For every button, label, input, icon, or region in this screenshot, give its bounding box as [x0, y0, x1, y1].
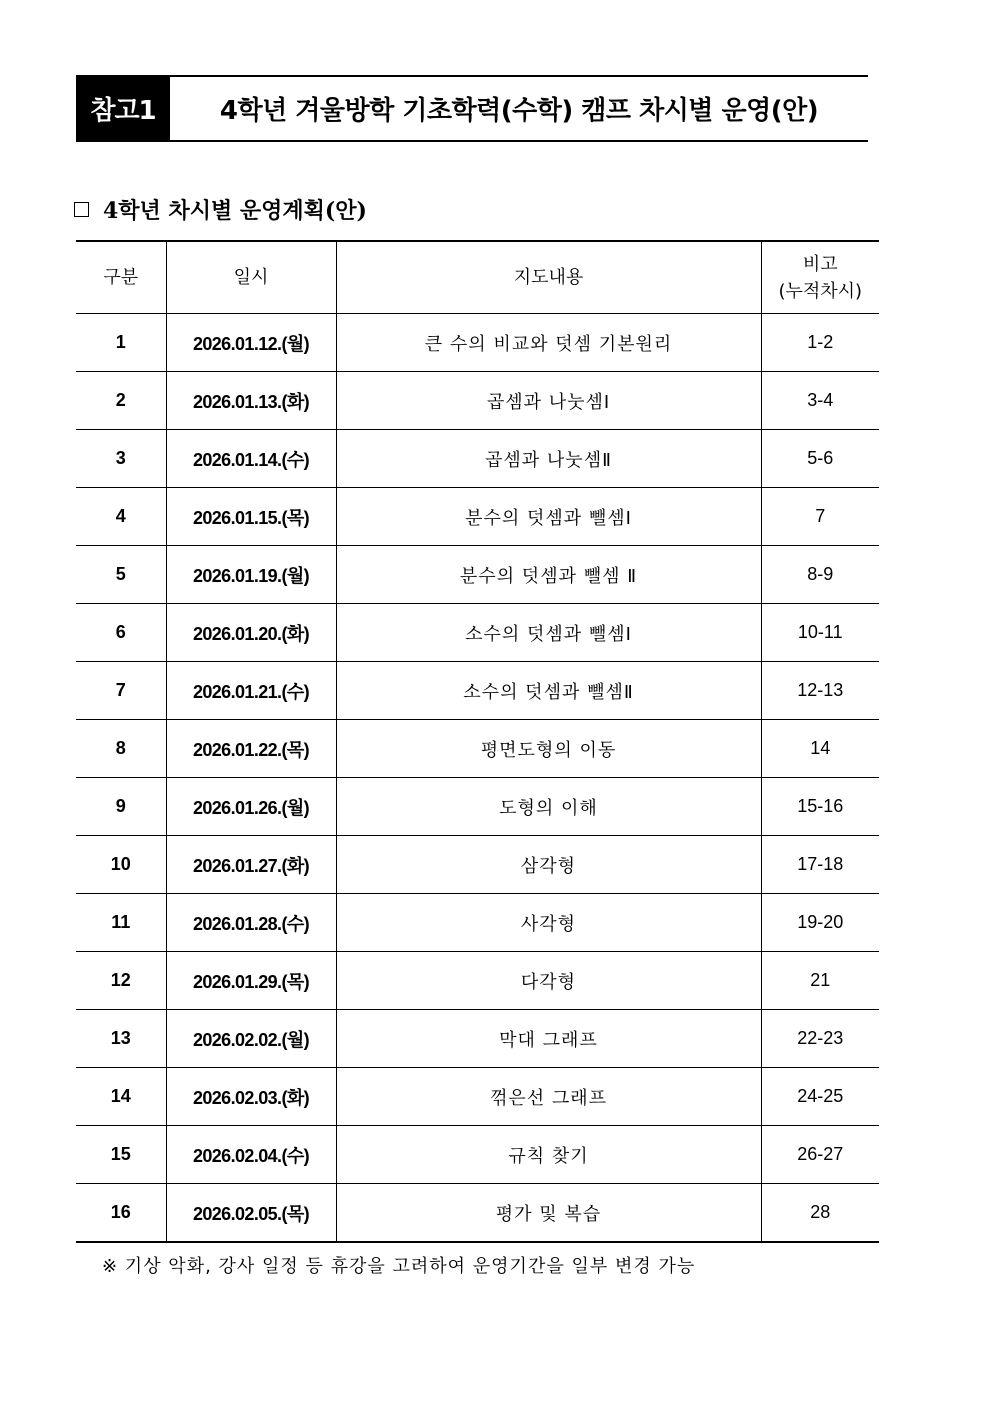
table-row [76, 662, 879, 720]
column-header-content: 지도내용 [336, 241, 761, 314]
cell-no: 13 [76, 1010, 166, 1068]
cell-date: 2026.01.28.(수) [166, 894, 336, 952]
cell-note: 3-4 [761, 372, 879, 430]
table-row [76, 372, 879, 430]
cell-no: 12 [76, 952, 166, 1010]
cell-no: 14 [76, 1068, 166, 1126]
footnote: ※ 기상 악화, 강사 일정 등 휴강을 고려하여 운영기간을 일부 변경 가능 [102, 1256, 696, 1277]
cell-no: 9 [76, 778, 166, 836]
cell-note: 10-11 [761, 604, 879, 662]
cell-content: 평가 및 복습 [336, 1184, 761, 1243]
cell-date: 2026.01.12.(월) [166, 314, 336, 372]
cell-no: 2 [76, 372, 166, 430]
cell-note: 14 [761, 720, 879, 778]
cell-note: 1-2 [761, 314, 879, 372]
cell-date: 2026.01.15.(목) [166, 488, 336, 546]
cell-content: 삼각형 [336, 836, 761, 894]
column-header-note [761, 241, 879, 314]
cell-no: 16 [76, 1184, 166, 1243]
cell-content: 꺾은선 그래프 [336, 1068, 761, 1126]
cell-note: 15-16 [761, 778, 879, 836]
cell-content: 분수의 덧셈과 뺄셈Ⅰ [336, 488, 761, 546]
table-header-row [76, 241, 879, 314]
cell-content: 소수의 덧셈과 뺄셈Ⅱ [336, 662, 761, 720]
document-title: 4학년 겨울방학 기초학력(수학) 캠프 차시별 운영(안) [219, 96, 819, 126]
cell-no: 7 [76, 662, 166, 720]
cell-content: 큰 수의 비교와 덧셈 기본원리 [336, 314, 761, 372]
checkbox-square-icon [74, 202, 89, 217]
table-row [76, 778, 879, 836]
table-row [76, 952, 879, 1010]
cell-note: 12-13 [761, 662, 879, 720]
cell-date: 2026.02.02.(월) [166, 1010, 336, 1068]
cell-note: 22-23 [761, 1010, 879, 1068]
cell-date: 2026.02.03.(화) [166, 1068, 336, 1126]
cell-no: 11 [76, 894, 166, 952]
cell-no: 3 [76, 430, 166, 488]
cell-no: 1 [76, 314, 166, 372]
table-row [76, 430, 879, 488]
cell-no: 5 [76, 546, 166, 604]
cell-note: 8-9 [761, 546, 879, 604]
cell-note: 5-6 [761, 430, 879, 488]
cell-content: 평면도형의 이동 [336, 720, 761, 778]
cell-content: 곱셈과 나눗셈Ⅱ [336, 430, 761, 488]
reference-tag: 참고1 [76, 77, 170, 140]
cell-content: 곱셈과 나눗셈Ⅰ [336, 372, 761, 430]
table-body [76, 314, 879, 1243]
cell-content: 도형의 이해 [336, 778, 761, 836]
column-header-note-line2: (누적차시) [778, 280, 863, 302]
table-row [76, 314, 879, 372]
cell-content: 규칙 찾기 [336, 1126, 761, 1184]
cell-no: 10 [76, 836, 166, 894]
table-row [76, 894, 879, 952]
cell-date: 2026.01.20.(화) [166, 604, 336, 662]
cell-content: 소수의 덧셈과 뺄셈Ⅰ [336, 604, 761, 662]
cell-date: 2026.01.19.(월) [166, 546, 336, 604]
table-row [76, 546, 879, 604]
cell-date: 2026.01.13.(화) [166, 372, 336, 430]
cell-content: 분수의 덧셈과 뺄셈 Ⅱ [336, 546, 761, 604]
session-plan-table [76, 240, 879, 1243]
table-row [76, 1068, 879, 1126]
cell-date: 2026.01.22.(목) [166, 720, 336, 778]
table-row [76, 488, 879, 546]
table-row [76, 1126, 879, 1184]
cell-date: 2026.01.27.(화) [166, 836, 336, 894]
cell-note: 24-25 [761, 1068, 879, 1126]
cell-date: 2026.01.21.(수) [166, 662, 336, 720]
cell-date: 2026.02.05.(목) [166, 1184, 336, 1243]
section-heading [74, 194, 367, 225]
cell-content: 막대 그래프 [336, 1010, 761, 1068]
table-row [76, 604, 879, 662]
cell-no: 8 [76, 720, 166, 778]
column-header-date: 일시 [166, 241, 336, 314]
cell-content: 사각형 [336, 894, 761, 952]
cell-no: 4 [76, 488, 166, 546]
cell-date: 2026.01.14.(수) [166, 430, 336, 488]
cell-note: 26-27 [761, 1126, 879, 1184]
cell-no: 6 [76, 604, 166, 662]
cell-note: 17-18 [761, 836, 879, 894]
column-header-note-line1: 비고 [802, 253, 838, 275]
column-header-no: 구분 [76, 241, 166, 314]
cell-no: 15 [76, 1126, 166, 1184]
table-row [76, 720, 879, 778]
section-heading-text: 4학년 차시별 운영계획(안) [103, 198, 367, 224]
cell-content: 다각형 [336, 952, 761, 1010]
table-row [76, 1184, 879, 1243]
table-row [76, 836, 879, 894]
cell-note: 28 [761, 1184, 879, 1243]
cell-note: 21 [761, 952, 879, 1010]
document-title-bar [76, 75, 868, 142]
table-row [76, 1010, 879, 1068]
cell-note: 19-20 [761, 894, 879, 952]
cell-date: 2026.01.29.(목) [166, 952, 336, 1010]
cell-date: 2026.02.04.(수) [166, 1126, 336, 1184]
cell-date: 2026.01.26.(월) [166, 778, 336, 836]
cell-note: 7 [761, 488, 879, 546]
